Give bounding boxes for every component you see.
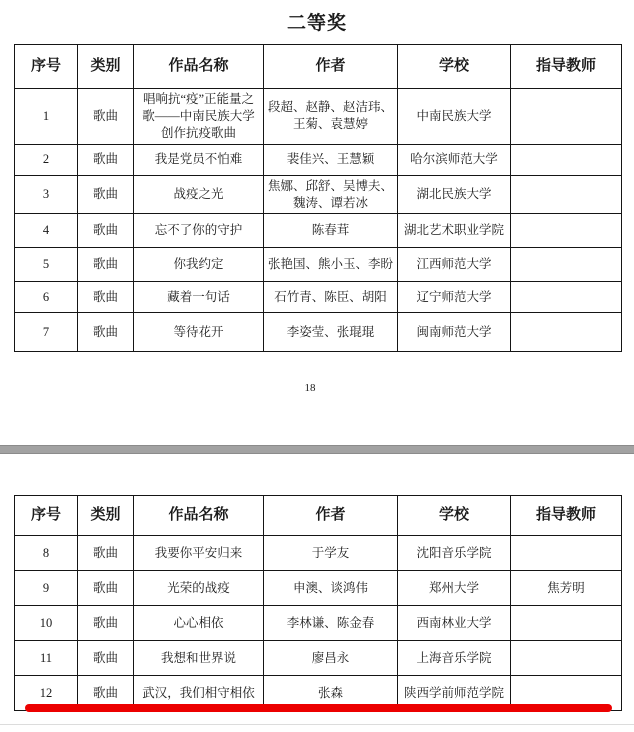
cell-authors: 张森	[264, 676, 398, 711]
col-header-no: 序号	[15, 45, 78, 89]
cell-work: 我想和世界说	[134, 641, 264, 676]
red-underline-annotation	[25, 704, 612, 712]
col-header-school: 学校	[398, 45, 511, 89]
cell-advisor	[511, 606, 622, 641]
cell-no: 6	[15, 282, 78, 313]
awards-table-page-19	[14, 495, 622, 711]
cell-school: 湖北艺术职业学院	[398, 214, 511, 248]
table-row	[15, 282, 622, 313]
cell-advisor	[511, 214, 622, 248]
cell-authors: 申澳、谈鸿伟	[264, 571, 398, 606]
table-row	[15, 248, 622, 282]
page-number: 18	[304, 382, 316, 394]
col-header-category: 类别	[78, 45, 134, 89]
table-row	[15, 313, 622, 352]
cell-no: 3	[15, 175, 78, 214]
page-separator	[0, 445, 634, 454]
cell-advisor	[511, 175, 622, 214]
table-header-row	[15, 496, 622, 536]
cell-advisor	[511, 89, 622, 145]
cell-advisor	[511, 641, 622, 676]
cell-authors: 于学友	[264, 536, 398, 571]
cell-advisor	[511, 313, 622, 352]
cell-work: 忘不了你的守护	[134, 214, 264, 248]
cell-authors: 张艳国、熊小玉、李盼	[264, 248, 398, 282]
cell-authors: 廖昌永	[264, 641, 398, 676]
cell-advisor	[511, 282, 622, 313]
cell-category: 歌曲	[78, 641, 134, 676]
cell-school: 上海音乐学院	[398, 641, 511, 676]
table-row	[15, 144, 622, 175]
cell-category: 歌曲	[78, 144, 134, 175]
cell-school: 江西师范大学	[398, 248, 511, 282]
cell-category: 歌曲	[78, 676, 134, 711]
cell-advisor	[511, 536, 622, 571]
cell-work: 武汉，我们相守相依	[134, 676, 264, 711]
cell-authors: 李姿莹、张琨琨	[264, 313, 398, 352]
cell-school: 中南民族大学	[398, 89, 511, 145]
awards-table-page-18	[14, 44, 622, 352]
table-row	[15, 536, 622, 571]
table-row	[15, 89, 622, 145]
col-header-category: 类别	[78, 496, 134, 536]
cell-authors: 李林谦、陈金春	[264, 606, 398, 641]
cell-school: 西南林业大学	[398, 606, 511, 641]
cell-school: 陕西学前师范学院	[398, 676, 511, 711]
cell-work: 藏着一句话	[134, 282, 264, 313]
col-header-work: 作品名称	[134, 496, 264, 536]
cell-work: 我要你平安归来	[134, 536, 264, 571]
cell-no: 9	[15, 571, 78, 606]
cell-no: 12	[15, 676, 78, 711]
cell-no: 2	[15, 144, 78, 175]
section-title: 二等奖	[286, 13, 347, 34]
table-row	[15, 606, 622, 641]
cell-school: 辽宁师范大学	[398, 282, 511, 313]
cell-school: 沈阳音乐学院	[398, 536, 511, 571]
cell-category: 歌曲	[78, 606, 134, 641]
col-header-authors: 作者	[264, 496, 398, 536]
table-row	[15, 641, 622, 676]
cell-authors: 焦娜、邱舒、吴博夫、魏涛、谭若冰	[264, 175, 398, 214]
cell-no: 7	[15, 313, 78, 352]
cell-advisor	[511, 144, 622, 175]
cell-authors: 裴佳兴、王慧颖	[264, 144, 398, 175]
table-row	[15, 571, 622, 606]
cell-no: 10	[15, 606, 78, 641]
cell-work: 战疫之光	[134, 175, 264, 214]
col-header-advisor: 指导教师	[511, 496, 622, 536]
cell-work: 你我约定	[134, 248, 264, 282]
cell-school: 湖北民族大学	[398, 175, 511, 214]
cell-work: 等待花开	[134, 313, 264, 352]
cell-work: 我是党员不怕难	[134, 144, 264, 175]
cell-school: 哈尔滨师范大学	[398, 144, 511, 175]
cell-no: 5	[15, 248, 78, 282]
cell-category: 歌曲	[78, 214, 134, 248]
col-header-work: 作品名称	[134, 45, 264, 89]
cell-category: 歌曲	[78, 175, 134, 214]
cell-no: 4	[15, 214, 78, 248]
cell-authors: 石竹青、陈臣、胡阳	[264, 282, 398, 313]
table-row	[15, 175, 622, 214]
cell-authors: 段超、赵静、赵洁玮、王菊、袁慧婷	[264, 89, 398, 145]
cell-category: 歌曲	[78, 248, 134, 282]
cell-no: 1	[15, 89, 78, 145]
cell-work: 唱响抗“疫”正能量之歌——中南民族大学创作抗疫歌曲	[134, 89, 264, 145]
cell-category: 歌曲	[78, 536, 134, 571]
bottom-divider	[0, 724, 634, 725]
col-header-school: 学校	[398, 496, 511, 536]
cell-category: 歌曲	[78, 571, 134, 606]
cell-school: 闽南师范大学	[398, 313, 511, 352]
cell-work: 心心相依	[134, 606, 264, 641]
cell-school: 郑州大学	[398, 571, 511, 606]
cell-no: 8	[15, 536, 78, 571]
cell-category: 歌曲	[78, 282, 134, 313]
cell-category: 歌曲	[78, 313, 134, 352]
col-header-no: 序号	[15, 496, 78, 536]
col-header-advisor: 指导教师	[511, 45, 622, 89]
table-row	[15, 214, 622, 248]
cell-work: 光荣的战疫	[134, 571, 264, 606]
table-header-row	[15, 45, 622, 89]
cell-advisor: 焦芳明	[511, 571, 622, 606]
cell-advisor	[511, 248, 622, 282]
col-header-authors: 作者	[264, 45, 398, 89]
cell-no: 11	[15, 641, 78, 676]
cell-authors: 陈春茸	[264, 214, 398, 248]
cell-category: 歌曲	[78, 89, 134, 145]
